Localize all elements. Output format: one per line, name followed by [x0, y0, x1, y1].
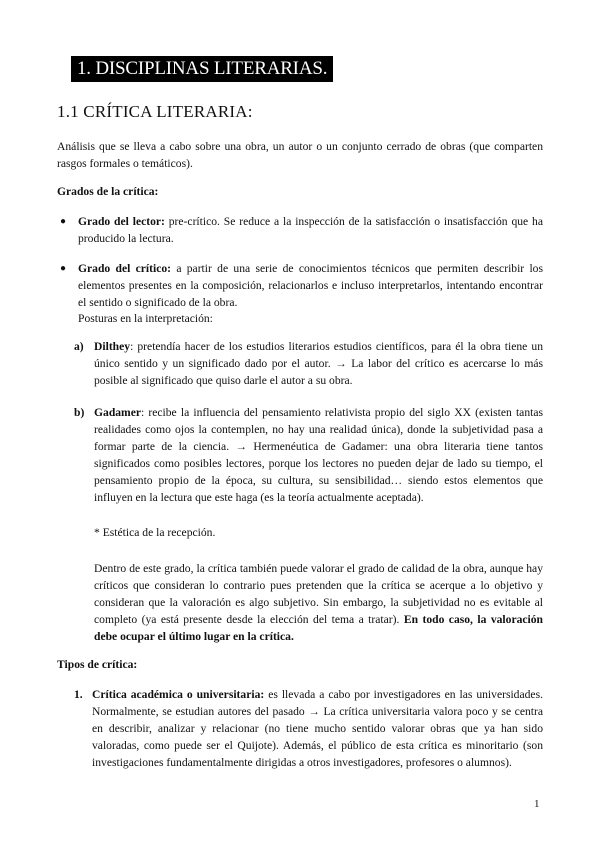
posturas-label: Posturas en la interpretación:: [78, 312, 213, 325]
item-label: 1.: [74, 688, 83, 701]
item-label: b): [74, 406, 85, 419]
list-item-a: [74, 338, 543, 389]
intro-paragraph: Análisis que se lleva a cabo sobre una obra, un autor o un conjunto cerrado de obras (que comparten rasgos formales o temáticos).: [57, 140, 543, 170]
list-item-1: [74, 686, 543, 771]
bullet-grado-critico: [57, 260, 543, 311]
dentro-text: Dentro de este grado, la crítica también puede valorar el grado de calidad de la obra, aunque hay críticos que consideran lo contrario pues pretenden que la crítica se acerque a lo objetivo y consideran que la valoración es algo subjetivo. Sin embargo, la subjetividad no es evitable al completo (ya está presente desde la elección del tema a tratar).: [94, 562, 543, 626]
chapter-title: 1. DISCIPLINAS LITERARIAS.: [71, 56, 333, 82]
item-text: es llevada a cabo por investigadores en las universidades. Normalmente, se estudian autores del pasado → La crítica universitaria valora poco y se centra en describir, analizar y relacionar (no tiene mucho sentido valorar obras que ya han sido valoradas, como puede ser el Quijote). Además, el público de esta crítica es minoritario (son investigaciones fundamentalmente dirigidas a otros investigadores, profesores o alumnos).: [92, 688, 543, 769]
item-text: : pretendía hacer de los estudios literarios estudios científicos, para él la obra tiene un único sentido y un significado dado por el autor. → La labor del crítico es acercarse lo más posible al significado que quiso darle el autor a su obra.: [94, 340, 543, 387]
bullet-icon: ●: [60, 216, 67, 227]
tipos-heading: Tipos de crítica:: [57, 658, 138, 671]
bullet-text: a partir de una serie de conocimientos técnicos que permiten describir los elementos presentes en la composición, relacionarlos e incluso interpretarlos, intentando encontrar el sentido o significado de la obra.: [78, 262, 543, 309]
page-number: 1: [534, 798, 540, 810]
bullet-icon: ●: [60, 263, 67, 274]
bullet-text: pre-crítico. Se reduce a la inspección de la satisfacción o insatisfacción que ha producido la lectura.: [78, 215, 543, 245]
bullet-grado-lector: [57, 213, 543, 247]
grados-heading: Grados de la crítica:: [57, 185, 159, 198]
dentro-bold: En todo caso, la valoración debe ocupar el último lugar en la crítica.: [94, 613, 544, 643]
list-item-b: [74, 404, 543, 506]
item-lead: Gadamer: [94, 406, 142, 419]
estetica-note: * Estética de la recepción.: [94, 526, 216, 539]
dentro-paragraph: [94, 560, 543, 645]
item-lead: Crítica académica o universitaria:: [92, 688, 265, 701]
section-heading: 1.1 CRÍTICA LITERARIA:: [57, 102, 253, 121]
item-text: : recibe la influencia del pensamiento relativista propio del siglo XX (existen tantas realidades como ojos la contemplen, no hay una realidad única), donde la subjetividad pasa a formar parte de la ciencia. → Hermenéutica de Gadamer: una obra literaria tiene tantos significados como posibles lectores, porque los lectores no pueden dejar de lado su tiempo, el pensamiento propio de la época, su cultura, su sensibilidad… siendo estos elementos que influyen en la lectura que este haga (es la teoría actualmente aceptada).: [94, 406, 543, 504]
item-lead: Dilthey: [94, 340, 131, 353]
item-label: a): [74, 340, 84, 353]
bullet-lead: Grado del crítico:: [78, 262, 172, 275]
bullet-lead: Grado del lector:: [78, 215, 165, 228]
